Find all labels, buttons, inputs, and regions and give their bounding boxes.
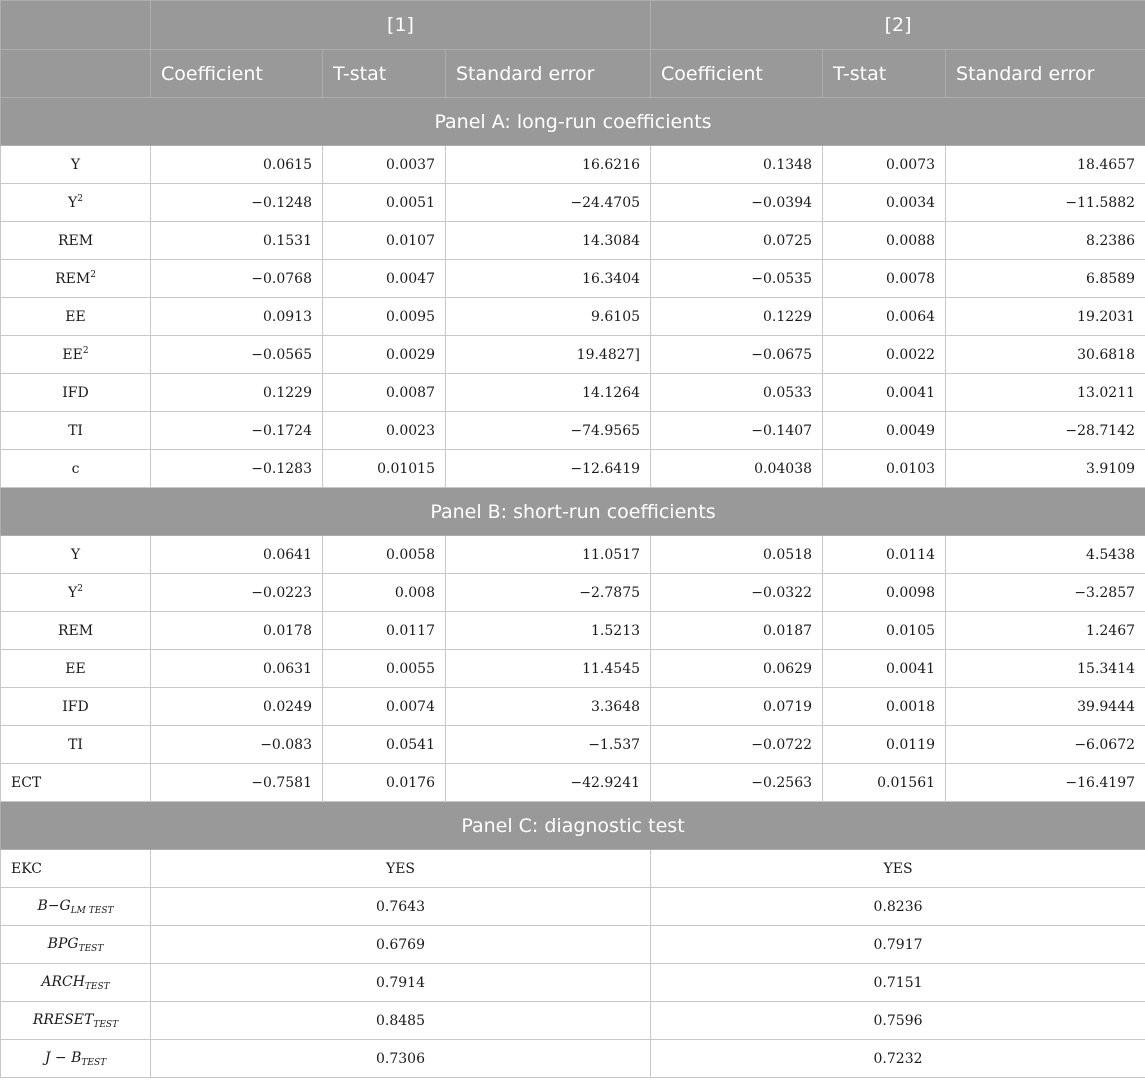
value-cell: −0.0322	[651, 574, 823, 612]
row-label	[1, 850, 151, 888]
table-row	[1, 1040, 1145, 1078]
value-cell: 0.0541	[323, 726, 446, 764]
value-cell: 0.7643	[151, 888, 651, 926]
row-label-text: c	[71, 460, 80, 477]
value-cell: 0.0018	[823, 688, 946, 726]
value-cell: 0.7232	[651, 1040, 1145, 1078]
value-cell: 0.0034	[823, 184, 946, 222]
row-label-text: J − B	[44, 1049, 82, 1066]
value-cell: 0.1348	[651, 146, 823, 184]
column-header: T-stat	[323, 50, 446, 98]
table-row	[1, 412, 1145, 450]
value-cell: 0.0107	[323, 222, 446, 260]
row-label-text: IFD	[62, 698, 89, 715]
row-label-text: Y	[70, 156, 81, 173]
panel-title: Panel B: short-run coefficients	[1, 488, 1145, 536]
table-row	[1, 964, 1145, 1002]
row-label-text: REM	[55, 271, 91, 287]
table-row	[1, 298, 1145, 336]
row-label-text: TI	[68, 422, 83, 439]
value-cell: 0.7151	[651, 964, 1145, 1002]
table-row	[1, 374, 1145, 412]
value-cell: 0.1229	[151, 374, 323, 412]
value-cell: 1.2467	[946, 612, 1145, 650]
row-label-text: EE	[62, 347, 83, 363]
value-cell: 0.0518	[651, 536, 823, 574]
value-cell: 0.0055	[323, 650, 446, 688]
value-cell: 0.0533	[651, 374, 823, 412]
table-row	[1, 146, 1145, 184]
value-cell: 0.0629	[651, 650, 823, 688]
value-cell: 4.5438	[946, 536, 1145, 574]
value-cell: −0.0535	[651, 260, 823, 298]
row-label-text: B−G	[37, 897, 71, 914]
row-label	[1, 764, 151, 802]
value-cell: 0.0725	[651, 222, 823, 260]
corner-cell	[1, 50, 151, 98]
row-label-subscript: TEST	[78, 943, 104, 954]
value-cell: 0.0047	[323, 260, 446, 298]
value-cell: −16.4197	[946, 764, 1145, 802]
value-cell: 16.6216	[446, 146, 651, 184]
value-cell: 11.4545	[446, 650, 651, 688]
row-label	[1, 374, 151, 412]
row-label	[1, 412, 151, 450]
value-cell: 13.0211	[946, 374, 1145, 412]
value-cell: 0.7917	[651, 926, 1145, 964]
row-label	[1, 888, 151, 926]
column-header-row	[1, 50, 1145, 98]
row-label-superscript: 2	[77, 584, 83, 594]
value-cell: −3.2857	[946, 574, 1145, 612]
row-label	[1, 184, 151, 222]
table-row	[1, 574, 1145, 612]
table-row	[1, 926, 1145, 964]
row-label	[1, 574, 151, 612]
value-cell: 0.0103	[823, 450, 946, 488]
value-cell: −0.1724	[151, 412, 323, 450]
row-label	[1, 926, 151, 964]
row-label-superscript: 2	[77, 194, 83, 204]
value-cell: 0.0641	[151, 536, 323, 574]
row-label-text: RRESET	[32, 1011, 94, 1028]
row-label-text: EE	[65, 660, 86, 677]
row-label-text: REM	[57, 622, 94, 639]
value-cell: 1.5213	[446, 612, 651, 650]
table-row	[1, 764, 1145, 802]
value-cell: 0.0119	[823, 726, 946, 764]
value-cell: 0.0913	[151, 298, 323, 336]
panel-title: Panel A: long-run coefficients	[1, 98, 1145, 146]
row-label	[1, 336, 151, 374]
value-cell: 0.0105	[823, 612, 946, 650]
group-header-2: [2]	[651, 1, 1145, 50]
value-cell: −0.0565	[151, 336, 323, 374]
table-row	[1, 850, 1145, 888]
table-row	[1, 688, 1145, 726]
panel-b-title-row	[1, 488, 1145, 536]
table-row	[1, 650, 1145, 688]
table-row	[1, 1002, 1145, 1040]
value-cell: 0.0058	[323, 536, 446, 574]
value-cell: 0.0249	[151, 688, 323, 726]
row-label-text: IFD	[62, 384, 89, 401]
value-cell: 0.0051	[323, 184, 446, 222]
value-cell: −0.0768	[151, 260, 323, 298]
row-label-superscript: 2	[90, 270, 96, 280]
value-cell: −0.1248	[151, 184, 323, 222]
value-cell: −0.0223	[151, 574, 323, 612]
value-cell: −42.9241	[446, 764, 651, 802]
column-header: T-stat	[823, 50, 946, 98]
value-cell: 0.008	[323, 574, 446, 612]
value-cell: 0.0078	[823, 260, 946, 298]
column-group-header	[1, 1, 1145, 50]
row-label-subscript: LM TEST	[70, 905, 114, 916]
value-cell: YES	[651, 850, 1145, 888]
row-label-text: REM	[57, 232, 94, 249]
table-row	[1, 726, 1145, 764]
table-row	[1, 888, 1145, 926]
panel-c-title-row	[1, 802, 1145, 850]
value-cell: 11.0517	[446, 536, 651, 574]
row-label	[1, 1040, 151, 1078]
value-cell: 0.0615	[151, 146, 323, 184]
value-cell: 0.0095	[323, 298, 446, 336]
table-row	[1, 336, 1145, 374]
table-row	[1, 450, 1145, 488]
value-cell: −11.5882	[946, 184, 1145, 222]
value-cell: −0.0675	[651, 336, 823, 374]
value-cell: 16.3404	[446, 260, 651, 298]
corner-cell	[1, 1, 151, 50]
value-cell: YES	[151, 850, 651, 888]
row-label	[1, 260, 151, 298]
row-label-text: Y	[68, 585, 78, 601]
value-cell: 14.1264	[446, 374, 651, 412]
value-cell: 0.01015	[323, 450, 446, 488]
column-header: Standard error	[446, 50, 651, 98]
row-label	[1, 1002, 151, 1040]
value-cell: −2.7875	[446, 574, 651, 612]
value-cell: 30.6818	[946, 336, 1145, 374]
value-cell: 0.1229	[651, 298, 823, 336]
value-cell: 0.0029	[323, 336, 446, 374]
table-row	[1, 222, 1145, 260]
row-label	[1, 222, 151, 260]
value-cell: 8.2386	[946, 222, 1145, 260]
value-cell: 0.0114	[823, 536, 946, 574]
column-header: Coefficient	[151, 50, 323, 98]
value-cell: 0.8485	[151, 1002, 651, 1040]
value-cell: −0.1283	[151, 450, 323, 488]
value-cell: 0.0088	[823, 222, 946, 260]
row-label	[1, 536, 151, 574]
value-cell: 0.0041	[823, 650, 946, 688]
value-cell: 0.8236	[651, 888, 1145, 926]
value-cell: −74.9565	[446, 412, 651, 450]
value-cell: 0.6769	[151, 926, 651, 964]
value-cell: 0.7306	[151, 1040, 651, 1078]
row-label	[1, 450, 151, 488]
table-row	[1, 536, 1145, 574]
row-label-text: Y	[70, 546, 81, 563]
value-cell: 0.0064	[823, 298, 946, 336]
value-cell: 0.04038	[651, 450, 823, 488]
value-cell: 0.1531	[151, 222, 323, 260]
value-cell: 0.0049	[823, 412, 946, 450]
value-cell: 0.0178	[151, 612, 323, 650]
value-cell: 3.9109	[946, 450, 1145, 488]
value-cell: 0.0074	[323, 688, 446, 726]
table-row	[1, 260, 1145, 298]
value-cell: −12.6419	[446, 450, 651, 488]
value-cell: 0.0176	[323, 764, 446, 802]
row-label-subscript: TEST	[93, 1019, 119, 1030]
value-cell: −28.7142	[946, 412, 1145, 450]
value-cell: −1.537	[446, 726, 651, 764]
table-row	[1, 612, 1145, 650]
value-cell: 19.4827]	[446, 336, 651, 374]
row-label	[1, 298, 151, 336]
table-row	[1, 184, 1145, 222]
value-cell: 0.7914	[151, 964, 651, 1002]
row-label-text: Y	[68, 195, 78, 211]
value-cell: −0.2563	[651, 764, 823, 802]
value-cell: −6.0672	[946, 726, 1145, 764]
row-label	[1, 688, 151, 726]
row-label	[1, 650, 151, 688]
value-cell: −0.0722	[651, 726, 823, 764]
column-header: Coefficient	[651, 50, 823, 98]
value-cell: 19.2031	[946, 298, 1145, 336]
row-label-text: EKC	[11, 860, 43, 877]
value-cell: 0.0187	[651, 612, 823, 650]
panel-a-title-row	[1, 98, 1145, 146]
value-cell: 9.6105	[446, 298, 651, 336]
value-cell: 15.3414	[946, 650, 1145, 688]
row-label-text: BPG	[47, 935, 79, 952]
value-cell: 0.0022	[823, 336, 946, 374]
value-cell: 0.0041	[823, 374, 946, 412]
value-cell: 0.0037	[323, 146, 446, 184]
value-cell: 0.0117	[323, 612, 446, 650]
value-cell: −0.1407	[651, 412, 823, 450]
value-cell: −0.083	[151, 726, 323, 764]
value-cell: −0.7581	[151, 764, 323, 802]
group-header-1: [1]	[151, 1, 651, 50]
row-label-text: EE	[65, 308, 86, 325]
column-header: Standard error	[946, 50, 1145, 98]
value-cell: 0.7596	[651, 1002, 1145, 1040]
value-cell: 3.3648	[446, 688, 651, 726]
value-cell: 0.0073	[823, 146, 946, 184]
row-label	[1, 146, 151, 184]
value-cell: −24.4705	[446, 184, 651, 222]
row-label-subscript: TEST	[84, 981, 110, 992]
row-label	[1, 726, 151, 764]
value-cell: 0.0098	[823, 574, 946, 612]
value-cell: 0.01561	[823, 764, 946, 802]
value-cell: 18.4657	[946, 146, 1145, 184]
value-cell: 0.0719	[651, 688, 823, 726]
value-cell: −0.0394	[651, 184, 823, 222]
table-body	[1, 98, 1145, 1078]
value-cell: 0.0087	[323, 374, 446, 412]
row-label-superscript: 2	[82, 346, 89, 356]
value-cell: 14.3084	[446, 222, 651, 260]
row-label	[1, 612, 151, 650]
row-label-text: ARCH	[41, 973, 85, 990]
row-label-text: ECT	[11, 774, 42, 791]
row-label-subscript: TEST	[81, 1057, 107, 1068]
value-cell: 6.8589	[946, 260, 1145, 298]
panel-title: Panel C: diagnostic test	[1, 802, 1145, 850]
row-label	[1, 964, 151, 1002]
row-label-text: TI	[68, 736, 83, 753]
value-cell: 0.0631	[151, 650, 323, 688]
value-cell: 0.0023	[323, 412, 446, 450]
value-cell: 39.9444	[946, 688, 1145, 726]
